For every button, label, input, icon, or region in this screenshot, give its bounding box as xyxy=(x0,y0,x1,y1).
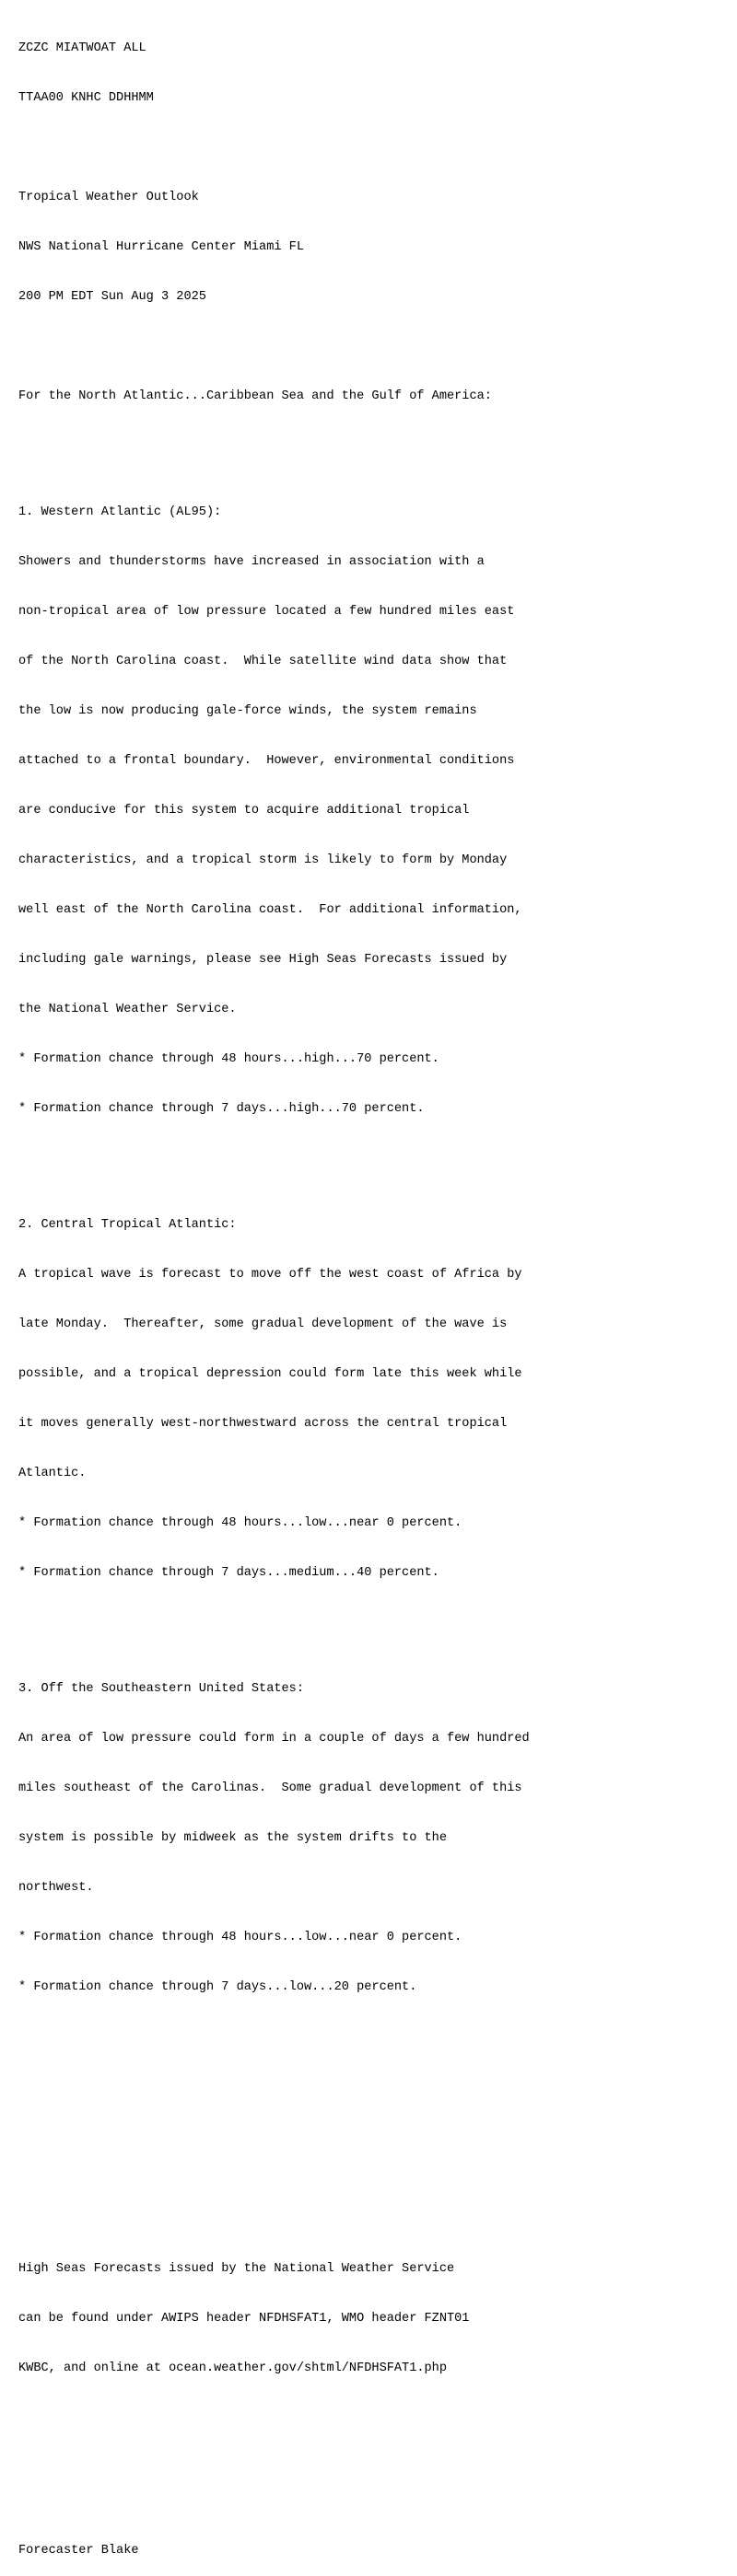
system-text-line: non-tropical area of low pressure located a few hundred miles east xyxy=(18,605,515,619)
blank-line xyxy=(18,2046,530,2062)
system-text-line: including gale warnings, please see High Seas Forecasts issued by xyxy=(18,953,508,967)
issue-time: 200 PM EDT Sun Aug 3 2025 xyxy=(18,290,206,304)
blank-line xyxy=(18,1151,530,1167)
header-line: ZCZC MIATWOAT ALL xyxy=(18,41,146,55)
high-seas-note: KWBC, and online at ocean.weather.gov/shtml/NFDHSFAT1.php xyxy=(18,2361,447,2375)
system-text-line: miles southeast of the Carolinas. Some gradual development of this xyxy=(18,1781,522,1795)
product-title: Tropical Weather Outlook xyxy=(18,191,199,204)
blank-line xyxy=(18,2427,530,2443)
system-text-line: well east of the North Carolina coast. For additional information, xyxy=(18,903,522,917)
system-text-line: the National Weather Service. xyxy=(18,1003,237,1016)
formation-chance-7d: * Formation chance through 7 days...low...20 percent. xyxy=(18,1980,417,1994)
system-text-line: late Monday. Thereafter, some gradual development of the wave is xyxy=(18,1317,508,1331)
blank-line xyxy=(18,438,530,455)
system-text-line: attached to a frontal boundary. However, environmental conditions xyxy=(18,754,515,768)
high-seas-note: can be found under AWIPS header NFDHSFAT1, WMO header FZNT01 xyxy=(18,2312,470,2326)
system-text-line: northwest. xyxy=(18,1881,94,1895)
outlook-scope: For the North Atlantic...Caribbean Sea and the Gulf of America: xyxy=(18,389,492,403)
tropical-weather-outlook-text xyxy=(18,7,530,2576)
blank-line xyxy=(18,2477,530,2493)
formation-chance-7d: * Formation chance through 7 days...high...70 percent. xyxy=(18,1102,425,1116)
blank-line xyxy=(18,1615,530,1631)
forecaster-signoff: Forecaster Blake xyxy=(18,2544,139,2558)
system-text-line: it moves generally west-northwestward across the central tropical xyxy=(18,1417,508,1431)
system-heading: 2. Central Tropical Atlantic: xyxy=(18,1218,237,1232)
blank-line xyxy=(18,2095,530,2112)
system-text-line: system is possible by midweek as the system drifts to the xyxy=(18,1831,447,1845)
formation-chance-7d: * Formation chance through 7 days...medium...40 percent. xyxy=(18,1566,439,1580)
system-text-line: the low is now producing gale-force winds, the system remains xyxy=(18,704,477,718)
formation-chance-48h: * Formation chance through 48 hours...low...near 0 percent. xyxy=(18,1931,462,1944)
issuing-office: NWS National Hurricane Center Miami FL xyxy=(18,240,304,254)
system-text-line: of the North Carolina coast. While satellite wind data show that xyxy=(18,655,508,668)
system-heading: 1. Western Atlantic (AL95): xyxy=(18,505,222,519)
system-text-line: An area of low pressure could form in a couple of days a few hundred xyxy=(18,1732,530,1746)
system-text-line: Atlantic. xyxy=(18,1467,87,1480)
system-text-line: are conducive for this system to acquire additional tropical xyxy=(18,804,470,818)
system-heading: 3. Off the Southeastern United States: xyxy=(18,1682,304,1696)
system-text-line: characteristics, and a tropical storm is likely to form by Monday xyxy=(18,853,508,867)
blank-line xyxy=(18,2145,530,2162)
formation-chance-48h: * Formation chance through 48 hours...high...70 percent. xyxy=(18,1052,439,1066)
high-seas-note: High Seas Forecasts issued by the National Weather Service xyxy=(18,2262,455,2276)
blank-line xyxy=(18,2195,530,2211)
system-text-line: A tropical wave is forecast to move off the west coast of Africa by xyxy=(18,1268,522,1282)
formation-chance-48h: * Formation chance through 48 hours...low...near 0 percent. xyxy=(18,1516,462,1530)
header-line: TTAA00 KNHC DDHHMM xyxy=(18,91,154,105)
blank-line xyxy=(18,339,530,355)
blank-line xyxy=(18,140,530,157)
system-text-line: Showers and thunderstorms have increased in association with a xyxy=(18,555,485,569)
system-text-line: possible, and a tropical depression could form late this week while xyxy=(18,1367,522,1381)
